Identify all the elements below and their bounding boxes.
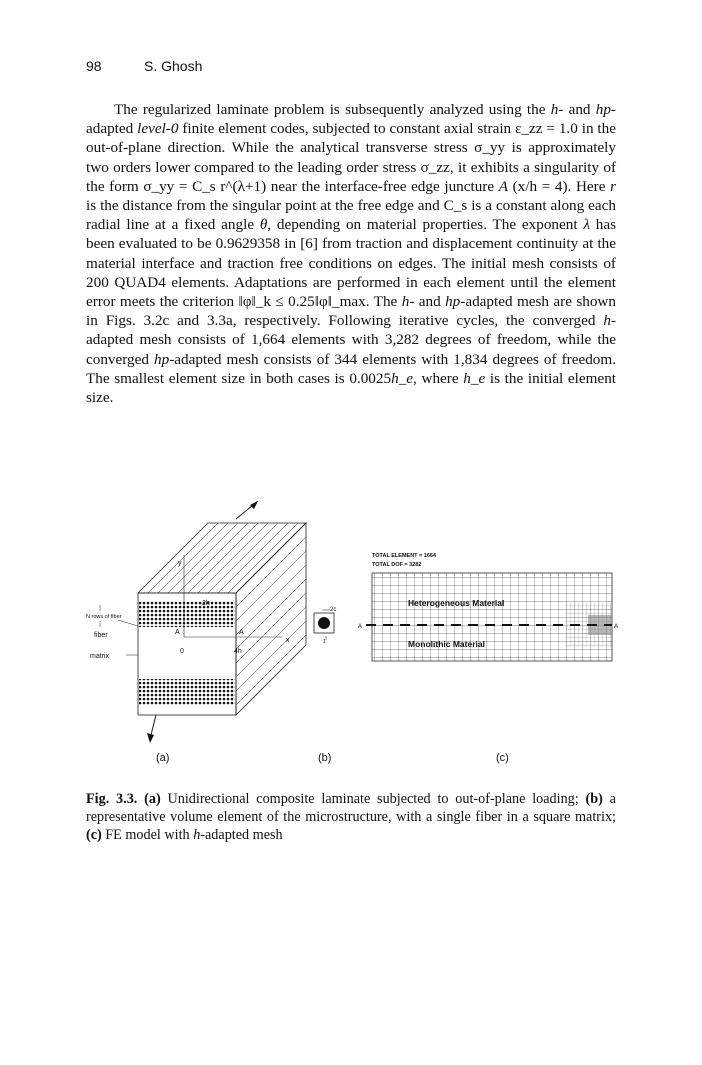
caption-fig-label: Fig. 3.3. [86, 791, 138, 807]
caption-italic-h: h [193, 827, 201, 843]
label-n-rows: N rows of fiber [86, 614, 122, 620]
text-run: . The [365, 293, 402, 311]
math-he: h_e [391, 369, 414, 387]
italic-h: h [550, 101, 559, 118]
label-fiber: fiber [94, 632, 108, 639]
text-run: - and [558, 101, 596, 118]
italic-h: h [603, 312, 611, 330]
label-4h: 4h [234, 648, 242, 655]
panel-b-rve [314, 607, 336, 645]
math-lambda: λ [583, 216, 590, 234]
text-run: -adapted mesh consists of 344 elements with 1,834 degrees of freedom. The smallest element size in both cases is 0.0025 [86, 350, 616, 387]
panel-sub-labels [156, 752, 509, 764]
body-paragraph [86, 100, 616, 407]
panel-c-mesh [358, 553, 618, 749]
math-sigma-zz: σ_zz [420, 158, 450, 176]
caption-a: (a) [144, 791, 161, 807]
math-criterion: ‖φ‖_k ≤ 0.25‖φ‖_max [238, 293, 366, 311]
text-run: , it exhibits a singularity of the form [86, 158, 616, 195]
italic-h: h [401, 293, 410, 311]
page-number: 98 [86, 58, 102, 74]
italic-A: A [498, 177, 509, 195]
text-run: is the initial element size. [86, 369, 617, 407]
marker-A-left: A [358, 624, 363, 630]
sublabel-c: (c) [496, 752, 509, 764]
laminate-top-face [138, 523, 306, 593]
rve-fiber [318, 617, 330, 629]
label-2h: 2h [202, 600, 210, 607]
arrowhead-icon [250, 501, 258, 509]
caption-text: FE model with [101, 827, 194, 843]
label-A-left: A [175, 629, 180, 636]
running-header [86, 58, 202, 74]
label-x: x [286, 637, 290, 644]
monolithic-label: Monolithic Material [408, 639, 485, 649]
caption-text: -adapted mesh [200, 827, 283, 843]
arrowhead-icon [147, 733, 154, 743]
panel-a-laminate [100, 501, 306, 743]
sublabel-b: (b) [318, 752, 332, 764]
text-run: -adapted mesh are shown in Figs. 3.2c and 3.3a, respectively. Following iterative cycles, the converged [86, 293, 616, 330]
total-dof-label: TOTAL DOF = 3282 [372, 562, 422, 568]
caption-text: a representative volume element of the microstructure, with a single fiber in a square matrix; [86, 791, 616, 825]
text-run: The regularized laminate problem is subsequently analyzed using the [114, 101, 551, 118]
mesh-grid-spacer [372, 661, 612, 749]
italic-hp: hp [595, 101, 611, 118]
total-element-label: TOTAL ELEMENT = 1664 [372, 553, 437, 559]
text-run: -adapted [86, 101, 616, 138]
text-run: has been evaluated to be 0.9629358 in [6] from traction and displacement continuity at the material interface and traction free conditions on edges. The initial mesh consists of 200 QUAD4 elements. Adaptations are performed in each element until the element error meets the criterion [86, 216, 616, 311]
label-origin: 0 [180, 648, 184, 655]
fiber-rows-top [139, 601, 235, 627]
italic-level0: level-0 [137, 120, 179, 138]
text-run: is approximately two orders lower compared to the leading order stress [86, 139, 616, 176]
figure-svg [86, 497, 626, 767]
text-run: , where [413, 369, 464, 387]
caption-text: Unidirectional composite laminate subjected to out-of-plane loading; [160, 791, 586, 807]
caption-c: (c) [86, 827, 102, 843]
label-1: 1 [323, 639, 326, 645]
top-hatching [148, 523, 298, 593]
italic-r: r [610, 177, 616, 195]
marker-A-right: A [614, 624, 619, 630]
math-sigma-yy: σ_yy [474, 139, 506, 157]
text-run: - and [409, 293, 446, 311]
label-matrix: matrix [90, 653, 110, 660]
math-Cs: C_s [443, 197, 468, 215]
caption-b: (b) [585, 791, 603, 807]
fiber-leader [118, 620, 138, 626]
text-run: -adapted mesh consists of 1,664 elements with 3,282 degrees of freedom, while the converged [86, 312, 616, 368]
text-run: (x/h = 4). Here [508, 177, 611, 195]
italic-hp: hp [154, 350, 170, 368]
text-run: near the interface-free edge juncture [266, 177, 499, 195]
label-2c: 2c [330, 607, 337, 613]
laminate-side-face [236, 523, 306, 715]
heterogeneous-label: Heterogeneous Material [408, 598, 505, 608]
text-run: , depending on material properties. The exponent [267, 216, 584, 234]
math-he: h_e [463, 369, 486, 387]
text-run: is a constant along each radial line at a fixed angle [86, 197, 616, 234]
math-singularity: σ_yy = C_s r^(λ+1) [143, 177, 267, 195]
fiber-rows-bottom [139, 679, 235, 705]
text-run: in the out-of-plane direction. While the analytical transverse stress [86, 120, 616, 157]
figure-3-3 [86, 497, 626, 767]
math-theta: θ [259, 216, 268, 234]
text-run: is the distance from the singular point at the free edge and [86, 197, 444, 215]
author-name: S. Ghosh [144, 58, 203, 74]
italic-hp: hp [445, 293, 461, 311]
text-run: finite element codes, subjected to constant axial strain [178, 120, 516, 138]
sublabel-a: (a) [156, 752, 170, 764]
figure-caption [86, 790, 616, 844]
label-y: y [178, 560, 182, 567]
label-A-right: A [239, 629, 244, 636]
math-strain: ε_zz = 1.0 [515, 120, 578, 138]
